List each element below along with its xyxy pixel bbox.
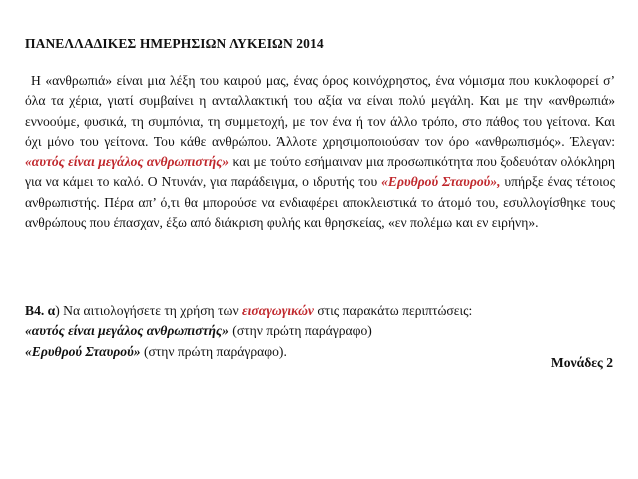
question-case-2 [25, 342, 615, 362]
source-paragraph [25, 71, 615, 233]
case-2-quote: «Ερυθρού Σταυρού» [25, 343, 141, 359]
paragraph-text-1: Η «ανθρωπιά» είναι μια λέξη του καιρού μας, ένας όρος κοινόχρηστος, ένα νόμισμα που κυκλοφορεί σ’ όλα τα χέρια, γιατί συμβαίνει η ανταλλακτική του αξία να είναι πολύ μεγάλη. Και με την «ανθρωπιά» εννοούμε, φυσικά, τη συμπόνια, τη συμμετοχή, με τον ένα ή τον άλλο τρόπο, στο πάθος του γείτονα. Και όχι μόνο του γείτονα. Του κάθε ανθρώπου. Άλλοτε χρησιμοποιούσαν τον όρο «ανθρωπισμός». Έλεγαν: [25, 73, 615, 149]
marks-label: Μονάδες 2 [550, 355, 613, 370]
case-1-note: (στην πρώτη παράγραφο) [232, 323, 372, 339]
question-number: Β4. α [25, 303, 56, 318]
case-2-note: (στην πρώτη παράγραφο). [143, 343, 287, 359]
paragraph-text-3: υπήρξε ένας τέτοιος ανθρωπιστής. Πέρα απ’ ό,τι θα μπορούσε να ενδιαφέρει αποκλειστικά το άτομό του, εσυλλογίσθηκε τους ανθρώπους που έπασχαν, έξω από διάκριση φυλής και θρησκείας, «εν πολέμω και εν ειρήνη». [25, 174, 615, 231]
question-block [25, 301, 615, 362]
highlight-quote-1: «αυτός είναι μεγάλος ανθρωπιστής» [25, 154, 230, 170]
question-intro-1: ) Να αιτιολογήσετε τη χρήση των [55, 303, 239, 318]
question-case-1 [25, 321, 615, 341]
question-intro-2: στις παρακάτω περιπτώσεις: [317, 303, 473, 318]
highlight-quote-2: «Ερυθρού Σταυρού», [381, 174, 501, 190]
question-prompt [25, 301, 615, 321]
question-keyword: εισαγωγικών [242, 303, 314, 318]
exam-title: ΠΑΝΕΛΛΑΔΙΚΕΣ ΗΜΕΡΗΣΙΩΝ ΛΥΚΕΙΩΝ 2014 [25, 36, 324, 51]
paragraph-text-2: και με τούτο εσήμαιναν μια προσωπικότητα που ξοδευόταν ολόκληρη για να κάμει το καλό. Ο Ντυνάν, για παράδειγμα, ο ιδρυτής του [25, 154, 615, 190]
case-1-quote: «αυτός είναι μεγάλος ανθρωπιστής» [25, 323, 229, 339]
